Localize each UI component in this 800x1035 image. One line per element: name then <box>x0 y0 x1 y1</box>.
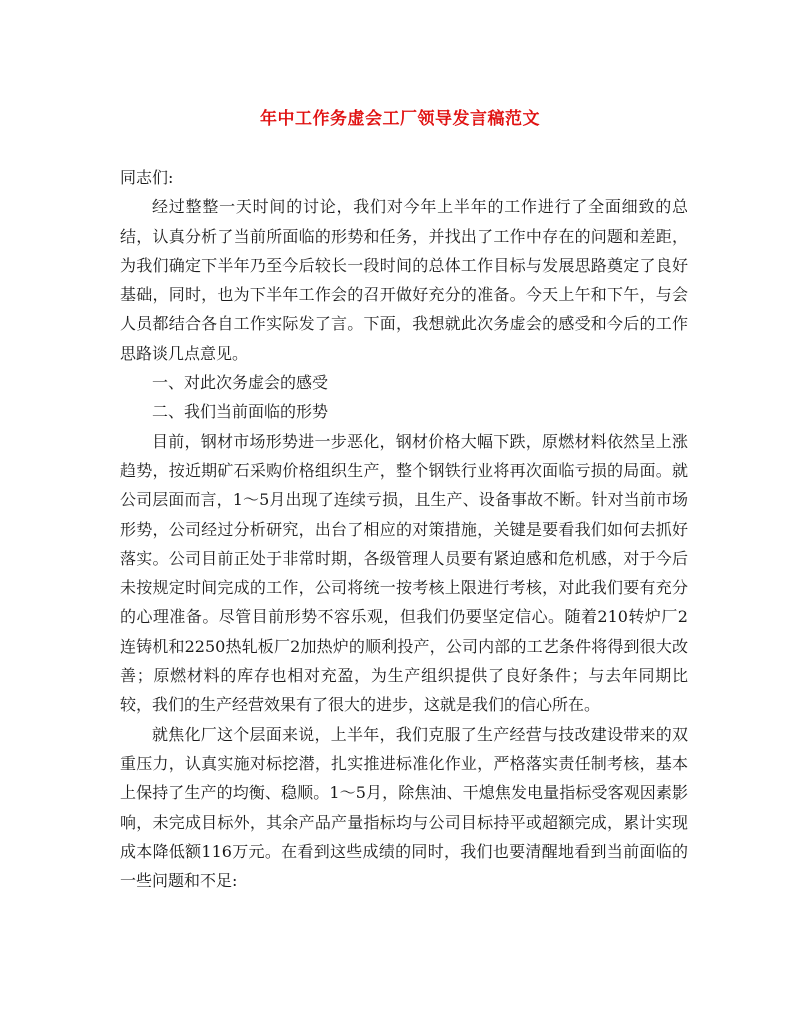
document-body <box>120 160 688 895</box>
paragraph-intro: 经过整整一天时间的讨论，我们对今年上半年的工作进行了全面细致的总结，认真分析了当前所面临的形势和任务，并找出了工作中存在的问题和差距，为我们确定下半年乃至今后较长一段时间的总体工作目标与发展思路奠定了良好基础，同时，也为下半年工作会的召开做好充分的准备。今天上午和下午，与会人员都结合各自工作实际发了言。下面，我想就此次务虚会的感受和今后的工作思路谈几点意见。 <box>120 197 688 363</box>
section-heading-1: 一、对此次务虚会的感受 <box>152 373 329 393</box>
document-title: 年中工作务虚会工厂领导发言稿范文 <box>260 109 540 129</box>
paragraph-coking-plant: 就焦化厂这个层面来说，上半年，我们克服了生产经营与技改建设带来的双重压力，认真实施对标挖潜，扎实推进标准化作业，严格落实责任制考核，基本上保持了生产的均衡、稳顺。1～5月，除焦油、干熄焦发电量指标受客观因素影响，未完成目标外，其余产品产量指标均与公司目标持平或超额完成，累计实现成本降低额116万元。在看到这些成绩的同时，我们也要清醒地看到当前面临的一些问题和不足: <box>120 724 688 891</box>
section-heading-2: 二、我们当前面临的形势 <box>152 402 329 422</box>
paragraph-situation: 目前，钢材市场形势进一步恶化，钢材价格大幅下跌，原燃材料依然呈上涨趋势，按近期矿石采购价格组织生产，整个钢铁行业将再次面临亏损的局面。就公司层面而言，1～5月出现了连续亏损，且生产、设备事故不断。针对当前市场形势，公司经过分析研究，出台了相应的对策措施，关键是要看我们如何去抓好落实。公司目前正处于非常时期，各级管理人员要有紧迫感和危机感，对于今后未按规定时间完成的工作，公司将统一按考核上限进行考核，对此我们要有充分的心理准备。尽管目前形势不容乐观，但我们仍要坚定信心。随着210转炉厂2连铸机和2250热轧板厂2加热炉的顺利投产，公司内部的工艺条件将得到很大改善；原燃材料的库存也相对充盈，为生产组织提供了良好条件；与去年同期比较，我们的生产经营效果有了很大的进步，这就是我们的信心所在。 <box>120 431 688 715</box>
greeting: 同志们: <box>120 168 174 187</box>
